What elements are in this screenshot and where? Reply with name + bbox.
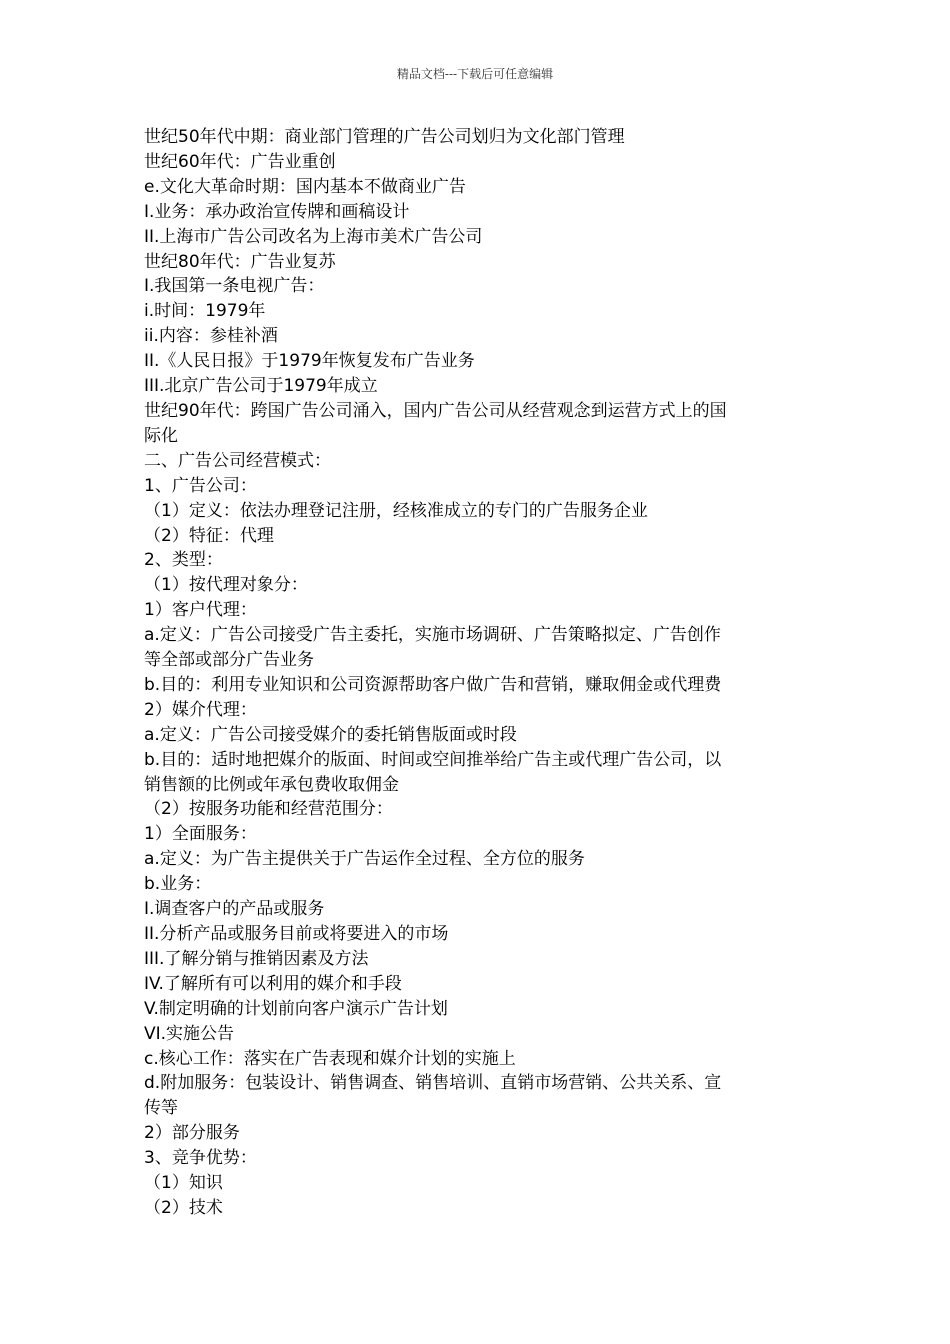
text-line: 世纪50年代中期：商业部门管理的广告公司划归为文化部门管理 <box>144 127 625 147</box>
text-line: （2）特征：代理 <box>144 525 274 546</box>
text-line: 际化 <box>144 425 178 446</box>
text-line: 世纪60年代：广告业重创 <box>144 151 336 172</box>
text-line: （2）技术 <box>144 1197 223 1218</box>
text-line: （2）按服务功能和经营范围分： <box>144 799 393 820</box>
page-header: 精品文档---下载后可任意编辑 <box>396 67 554 81</box>
text-line: a.定义：为广告主提供关于广告运作全过程、全方位的服务 <box>144 849 585 870</box>
text-line: II.分析产品或服务目前或将要进入的市场 <box>144 924 449 944</box>
text-line: III.了解分销与推销因素及方法 <box>144 948 369 969</box>
text-line: a.定义：广告公司接受广告主委托，实施市场调研、广告策略拟定、广告创作 <box>144 625 721 646</box>
text-line: （1）知识 <box>144 1173 223 1194</box>
text-line: 2、类型： <box>144 550 223 571</box>
text-line: 2）媒介代理： <box>144 699 257 720</box>
text-line: b.目的：利用专业知识和公司资源帮助客户做广告和营销，赚取佣金或代理费 <box>144 674 722 695</box>
text-line: 1）客户代理： <box>144 600 257 621</box>
text-line: e.文化大革命时期：国内基本不做商业广告 <box>144 176 466 197</box>
section-heading: 二、广告公司经营模式： <box>144 450 331 471</box>
text-line: b.业务： <box>144 874 212 895</box>
text-line: 传等 <box>144 1098 178 1119</box>
text-line: 销售额的比例或年承包费收取佣金 <box>144 774 399 795</box>
text-line: II.上海市广告公司改名为上海市美术广告公司 <box>144 226 483 247</box>
text-line: b.目的：适时地把媒介的版面、时间或空间推举给广告主或代理广告公司，以 <box>144 749 722 770</box>
text-line: c.核心工作：落实在广告表现和媒介计划的实施上 <box>144 1048 516 1069</box>
text-line: 等全部或部分广告业务 <box>144 650 314 671</box>
text-line: 1、广告公司： <box>144 475 257 496</box>
text-line: III.北京广告公司于1979年成立 <box>144 376 378 397</box>
text-line: a.定义：广告公司接受媒介的委托销售版面或时段 <box>144 724 517 745</box>
text-line: d.附加服务：包装设计、销售调查、销售培训、直销市场营销、公共关系、宣 <box>144 1073 722 1094</box>
text-line: VI.实施公告 <box>144 1023 235 1044</box>
text-line: 1）全面服务： <box>144 824 257 845</box>
text-line: V.制定明确的计划前向客户演示广告计划 <box>144 998 448 1019</box>
text-line: 世纪90年代：跨国广告公司涌入，国内广告公司从经营观念到运营方式上的国 <box>144 400 727 421</box>
text-line: I.调查客户的产品或服务 <box>144 899 325 920</box>
text-line: IV.了解所有可以利用的媒介和手段 <box>144 973 402 994</box>
text-line: （1）按代理对象分： <box>144 575 308 596</box>
text-line: II.《人民日报》于1979年恢复发布广告业务 <box>144 351 475 372</box>
text-line: （1）定义：依法办理登记注册，经核准成立的专门的广告服务企业 <box>144 500 648 521</box>
text-line: I.我国第一条电视广告： <box>144 276 325 297</box>
text-line: ii.内容：参桂补酒 <box>144 326 278 347</box>
text-line: I.业务：承办政治宣传牌和画稿设计 <box>144 201 410 222</box>
text-line: 3、竞争优势： <box>144 1148 257 1169</box>
text-line: i.时间：1979年 <box>144 301 266 322</box>
text-line: 世纪80年代：广告业复苏 <box>144 251 336 272</box>
text-line: 2）部分服务 <box>144 1123 240 1144</box>
document-body <box>144 125 812 1221</box>
